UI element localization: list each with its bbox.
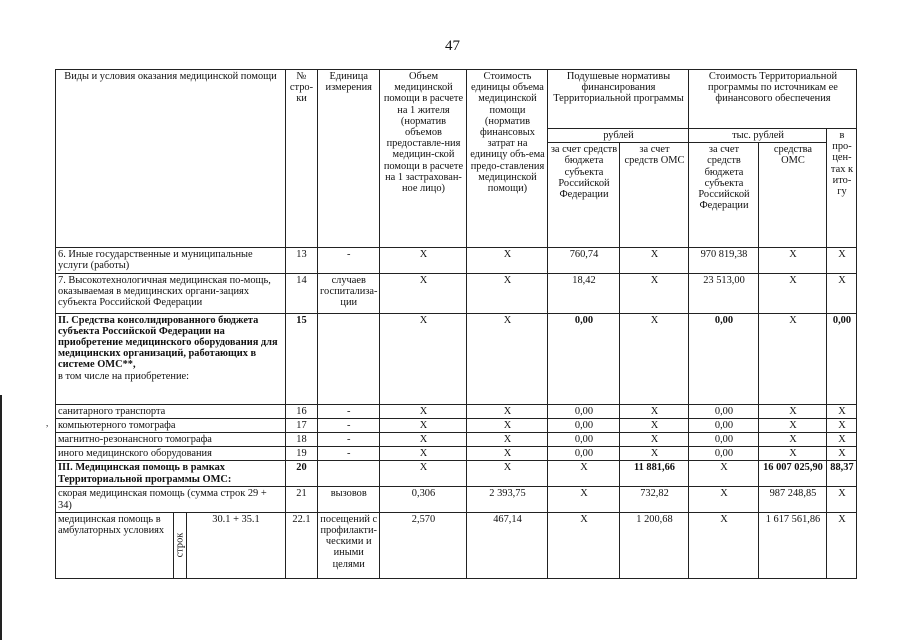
row-percent: X	[827, 447, 857, 461]
row-pc-oms: X	[620, 404, 689, 418]
row-no: 15	[286, 313, 318, 404]
page-number: 47	[445, 38, 460, 54]
row-t-budget: 23 513,00	[689, 273, 759, 313]
row-pc-oms: X	[620, 313, 689, 404]
row-t-oms: 1 617 561,86	[759, 512, 827, 578]
row-t-oms: 987 248,85	[759, 487, 827, 512]
row-cost: X	[467, 447, 548, 461]
row-name: медицинская помощь в амбулаторных условиях	[56, 512, 174, 578]
row-pc-budget: 0,00	[548, 447, 620, 461]
row-no: 13	[286, 248, 318, 273]
row-name: 6. Иные государственные и муниципальные услуги (работы)	[56, 248, 286, 273]
row-t-oms: 16 007 025,90	[759, 461, 827, 487]
row-unit	[318, 313, 380, 404]
row-pc-budget: 0,00	[548, 404, 620, 418]
row-unit: -	[318, 447, 380, 461]
row-cost: X	[467, 433, 548, 447]
row-no: 20	[286, 461, 318, 487]
row-name: III. Медицинская помощь в рамках Территориальной программы ОМС:	[56, 461, 286, 487]
header-pc-oms: за счет средств ОМС	[620, 143, 689, 248]
header-volume: Объем медицинской помощи в расчете на 1 жителя (норматив объемов предоставле-ния медицин-ской помощи в расчете на 1 застрахован-ное лицо)	[380, 70, 467, 248]
table-row	[56, 313, 857, 404]
row-cost: X	[467, 248, 548, 273]
row-volume: 2,570	[380, 512, 467, 578]
row-pc-oms: 1 200,68	[620, 512, 689, 578]
row-percent: X	[827, 418, 857, 432]
row-t-oms: X	[759, 447, 827, 461]
header-cost: Стоимость единицы объема медицинской помощи (норматив финансовых затрат на единицу объ-ема предо-ставления медицинской помощи)	[467, 70, 548, 248]
row-name	[56, 313, 286, 404]
row-vertical-label	[174, 512, 187, 578]
table-row	[56, 248, 857, 273]
row-volume: X	[380, 313, 467, 404]
row-t-oms: X	[759, 313, 827, 404]
table-row	[56, 433, 857, 447]
row-pc-budget: 0,00	[548, 433, 620, 447]
row-pc-oms: X	[620, 248, 689, 273]
header-row-no: № стро-ки	[286, 70, 318, 248]
row-volume: X	[380, 404, 467, 418]
header-pc-budget: за счет средств бюджета субъекта Российской Федерации	[548, 143, 620, 248]
row-cost: X	[467, 461, 548, 487]
row-t-oms: X	[759, 248, 827, 273]
header-percent: в про-цен-тах к ито-гу	[827, 129, 857, 248]
row-unit: -	[318, 404, 380, 418]
header-t-oms: средства ОМС	[759, 143, 827, 248]
row-volume: X	[380, 433, 467, 447]
table-row	[56, 418, 857, 432]
row-no: 14	[286, 273, 318, 313]
row-pc-oms: X	[620, 273, 689, 313]
row-pc-budget: 0,00	[548, 313, 620, 404]
header-territorial: Стоимость Территориальной программы по источникам ее финансового обеспечения	[689, 70, 857, 129]
row-pc-oms: 11 881,66	[620, 461, 689, 487]
row-volume: X	[380, 418, 467, 432]
header-rub: рублей	[548, 129, 689, 143]
row-name: магнитно-резонансного томографа	[56, 433, 286, 447]
header-thous-rub: тыс. рублей	[689, 129, 827, 143]
row-pc-budget: X	[548, 487, 620, 512]
row-name-extra: в том числе на приобретение:	[58, 370, 190, 382]
row-percent: X	[827, 273, 857, 313]
financing-table	[55, 69, 857, 579]
row-t-budget: 970 819,38	[689, 248, 759, 273]
row-pc-oms: X	[620, 418, 689, 432]
row-cost: 467,14	[467, 512, 548, 578]
row-t-budget: 0,00	[689, 447, 759, 461]
table-row	[56, 404, 857, 418]
row-name: иного медицинского оборудования	[56, 447, 286, 461]
scan-edge-mark	[0, 395, 2, 640]
row-unit	[318, 461, 380, 487]
row-t-budget: 0,00	[689, 404, 759, 418]
row-t-oms: X	[759, 273, 827, 313]
row-no: 21	[286, 487, 318, 512]
header-per-capita: Подушевые нормативы финансирования Территориальной программы	[548, 70, 689, 129]
row-no: 17	[286, 418, 318, 432]
row-name: 7. Высокотехнологичная медицинская по-мощь, оказываемая в медицинских органи-зациях субъекта Российской Федерации	[56, 273, 286, 313]
row-sum: 30.1 + 35.1	[187, 512, 286, 578]
row-volume: 0,306	[380, 487, 467, 512]
row-percent: X	[827, 487, 857, 512]
row-name: скорая медицинская помощь (сумма строк 29 + 34)	[56, 487, 286, 512]
row-cost: X	[467, 404, 548, 418]
row-cost: X	[467, 418, 548, 432]
row-percent: X	[827, 404, 857, 418]
row-t-budget: 0,00	[689, 418, 759, 432]
table-row	[56, 487, 857, 512]
row-t-budget: X	[689, 461, 759, 487]
row-percent: 0,00	[827, 313, 857, 404]
table-row	[56, 461, 857, 487]
row-percent: 88,37	[827, 461, 857, 487]
row-t-budget: X	[689, 487, 759, 512]
row-t-budget: 0,00	[689, 313, 759, 404]
row-percent: X	[827, 248, 857, 273]
row-unit: случаев госпитализа-ции	[318, 273, 380, 313]
row-name: компьютерного томографа	[56, 418, 286, 432]
row-no: 22.1	[286, 512, 318, 578]
row-unit: вызовов	[318, 487, 380, 512]
row-no: 19	[286, 447, 318, 461]
row-volume: X	[380, 447, 467, 461]
row-no: 18	[286, 433, 318, 447]
row-volume: X	[380, 248, 467, 273]
row-percent: X	[827, 433, 857, 447]
row-pc-oms: X	[620, 447, 689, 461]
row-volume: X	[380, 273, 467, 313]
row-t-oms: X	[759, 418, 827, 432]
row-t-oms: X	[759, 404, 827, 418]
row-cost: X	[467, 273, 548, 313]
row-volume: X	[380, 461, 467, 487]
row-pc-budget: X	[548, 461, 620, 487]
row-unit: посещений с профилакти-ческими и иными целями	[318, 512, 380, 578]
vertical-label-text: строк	[174, 532, 186, 558]
row-pc-budget: 18,42	[548, 273, 620, 313]
row-t-oms: X	[759, 433, 827, 447]
row-cost: X	[467, 313, 548, 404]
header-t-budget: за счет средств бюджета субъекта Российской Федерации	[689, 143, 759, 248]
margin-tick: ,	[46, 418, 49, 428]
row-pc-budget: 760,74	[548, 248, 620, 273]
row-pc-oms: 732,82	[620, 487, 689, 512]
row-unit: -	[318, 248, 380, 273]
header-unit: Единица измерения	[318, 70, 380, 248]
row-pc-oms: X	[620, 433, 689, 447]
row-pc-budget: X	[548, 512, 620, 578]
row-t-budget: X	[689, 512, 759, 578]
row-unit: -	[318, 433, 380, 447]
table-row	[56, 273, 857, 313]
row-name-bold: II. Средства консолидированного бюджета субъекта Российской Федерации на приобретение медицинского оборудования для медицинских организаций, работающих в системе ОМС**,	[58, 314, 278, 371]
row-no: 16	[286, 404, 318, 418]
row-t-budget: 0,00	[689, 433, 759, 447]
row-percent: X	[827, 512, 857, 578]
header-kinds: Виды и условия оказания медицинской помощи	[56, 70, 286, 248]
row-cost: 2 393,75	[467, 487, 548, 512]
row-unit: -	[318, 418, 380, 432]
row-name: санитарного транспорта	[56, 404, 286, 418]
row-pc-budget: 0,00	[548, 418, 620, 432]
table-row	[56, 447, 857, 461]
table-row	[56, 512, 857, 578]
